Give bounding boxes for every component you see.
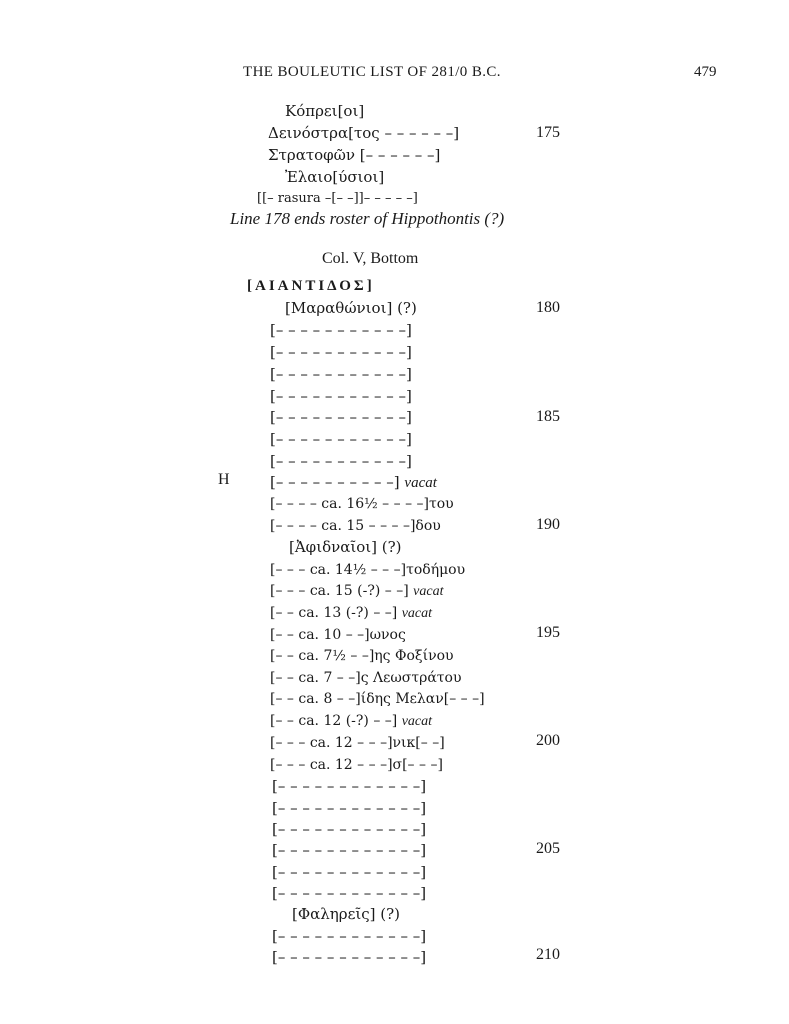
line-number-185: 185	[536, 408, 560, 425]
text-line-197: [– – ca. 7 – –]ς Λεωστράτου	[270, 670, 462, 686]
text-line-184: [– – – – – – – – – – –]	[270, 387, 412, 405]
vacat-193: vacat	[413, 584, 444, 599]
text-line-deinostratos: Δεινόστρα[τος – – – – – –]	[268, 124, 460, 142]
text-line-199	[270, 711, 432, 732]
text-line-stratophon: Στρατοφῶν [– – – – – –]	[268, 146, 441, 164]
text-line-190: [– – – – ca. 15 – – – –]δου	[270, 518, 441, 534]
text-line-205: [– – – – – – – – – – – –]	[272, 841, 427, 859]
text-line-195: [– – ca. 10 – –]ωνος	[270, 627, 406, 643]
text-line-198: [– – ca. 8 – –]ίδης Μελαν[– – –]	[270, 691, 485, 707]
text-line-193	[270, 581, 443, 602]
text-line-210: [– – – – – – – – – – – –]	[272, 948, 427, 966]
text-line-182: [– – – – – – – – – – –]	[270, 343, 412, 361]
tribe-heading: [ΑΙΑΝΤΙΔΟΣ]	[247, 278, 375, 294]
text-line-209: [– – – – – – – – – – – –]	[272, 927, 427, 945]
text-line-185: [– – – – – – – – – – –]	[270, 408, 412, 426]
line-number-175: 175	[536, 124, 560, 141]
text-line-192: [– – – ca. 14½ – – –]τοδήμου	[270, 562, 466, 578]
text-line-206: [– – – – – – – – – – – –]	[272, 863, 427, 881]
text-line-188-text: [– – – – – – – – – –]	[270, 473, 400, 491]
roster-note: Line 178 ends roster of Hippothontis (?)	[230, 209, 505, 228]
text-line-kopreioi: Κόπρει[οι]	[285, 102, 365, 120]
text-line-194	[270, 603, 432, 624]
text-line-202: [– – – – – – – – – – – –]	[272, 777, 427, 795]
deme-marathonioi: [Μαραθώνιοι] (?)	[285, 299, 417, 317]
deme-phalereis: [Φαληρεῖς] (?)	[292, 905, 401, 923]
line-number-180: 180	[536, 299, 560, 316]
text-line-189: [– – – – ca. 16½ – – – –]του	[270, 496, 454, 512]
page-number: 479	[694, 64, 717, 80]
text-line-207: [– – – – – – – – – – – –]	[272, 884, 427, 902]
line-number-190: 190	[536, 516, 560, 533]
line-number-195: 195	[536, 624, 560, 641]
vacat-199: vacat	[401, 714, 433, 729]
vacat-188: vacat	[404, 475, 437, 491]
text-line-elaiousioi: Ἐλαιο[ύσιοι]	[285, 168, 385, 186]
line-number-205: 205	[536, 840, 560, 857]
vacat-194: vacat	[401, 606, 433, 621]
text-line-196: [– – ca. 7½ – –]ης Φοξίνου	[270, 648, 454, 664]
side-mark: H	[218, 471, 230, 488]
text-line-200: [– – – ca. 12 – – –]νικ[– –]	[270, 735, 445, 751]
column-heading: Col. V, Bottom	[322, 250, 419, 267]
text-line-194-text: [– – ca. 13 (-?) – –]	[270, 605, 398, 621]
line-number-200: 200	[536, 732, 560, 749]
text-line-186: [– – – – – – – – – – –]	[270, 430, 412, 448]
text-line-199-text: [– – ca. 12 (-?) – –]	[270, 713, 398, 729]
text-line-181: [– – – – – – – – – – –]	[270, 321, 412, 339]
text-line-203: [– – – – – – – – – – – –]	[272, 799, 427, 817]
deme-aphidnaioi: [Ἀφιδναῖοι] (?)	[289, 538, 402, 556]
line-number-210: 210	[536, 946, 560, 963]
text-line-187: [– – – – – – – – – – –]	[270, 452, 412, 470]
text-line-183: [– – – – – – – – – – –]	[270, 365, 412, 383]
text-line-193-text: [– – – ca. 15 (-?) – –]	[270, 583, 409, 599]
text-line-rasura: [[– rasura –[– –]]– – – – –]	[257, 191, 418, 206]
text-line-201: [– – – ca. 12 – – –]σ[– – –]	[270, 757, 443, 773]
text-line-188	[270, 472, 437, 493]
text-line-204: [– – – – – – – – – – – –]	[272, 820, 427, 838]
running-header: THE BOULEUTIC LIST OF 281/0 B.C.	[243, 64, 501, 80]
